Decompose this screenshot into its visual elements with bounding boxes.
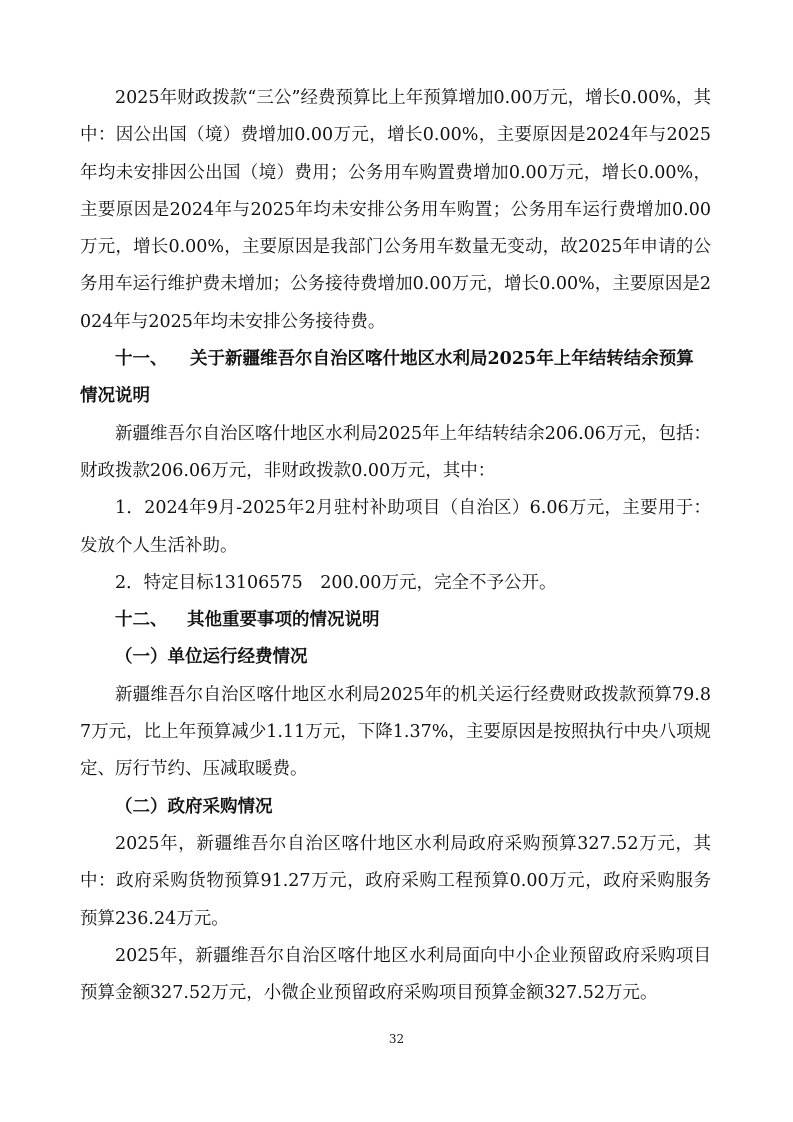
paragraph-three-public-expenses: 2025年财政拨款“三公”经费预算比上年预算增加0.00万元，增长0.00%，其中：因公出国（境）费增加0.00万元，增长0.00%，主要原因是2024年与2025年均未安排因公出国（境）费用；公务用车购置费增加0.00万元，增长0.00%，主要原因是2024年与2025年均未安排公务用车购置；公务用车运行费增加0.00万元，增长0.00%，主要原因是我部门公务用车数量无变动，故2025年申请的公务用车运行维护费未增加；公务接待费增加0.00万元，增长0.00%，主要原因是2024年与2025年均未安排公务接待费。 [80, 88, 711, 332]
section-title-11: 关于新疆维吾尔自治区喀什地区水利局2025年上年结转结余预算情况说明 [80, 349, 694, 407]
subsection-heading-procurement: （二）政府采购情况 [115, 796, 273, 817]
paragraph-operating-expenses: 新疆维吾尔自治区喀什地区水利局2025年的机关运行经费财政拨款预算79.87万元，比上年预算减少1.11万元，下降1.37%，主要原因是按照执行中央八项规定、厉行节约、压减取暖费。 [80, 684, 711, 780]
page-number: 32 [388, 1032, 405, 1046]
paragraph-carryover-item-2: 2．特定目标13106575 200.00万元，完全不予公开。 [115, 572, 557, 593]
section-title-12: 其他重要事项的情况说明 [187, 610, 380, 631]
section-heading-11 [80, 341, 711, 416]
page-content [80, 80, 711, 1012]
section-number-11: 十一、 [115, 349, 168, 370]
paragraph-carryover-item-1: 1．2024年9月-2025年2月驻村补助项目（自治区）6.06万元，主要用于：发放个人生活补助。 [80, 498, 711, 556]
section-number-12: 十二、 [115, 610, 168, 631]
subsection-heading-operating-expenses: （一）单位运行经费情况 [115, 647, 308, 668]
section-heading-12 [80, 602, 711, 639]
paragraph-procurement-budget: 2025年，新疆维吾尔自治区喀什地区水利局政府采购预算327.52万元，其中：政府采购货物预算91.27万元，政府采购工程预算0.00万元，政府采购服务预算236.24万元。 [80, 833, 711, 929]
paragraph-procurement-sme: 2025年，新疆维吾尔自治区喀什地区水利局面向中小企业预留政府采购项目预算金额327.52万元，小微企业预留政府采购项目预算金额327.52万元。 [80, 945, 711, 1004]
paragraph-carryover-summary: 新疆维吾尔自治区喀什地区水利局2025年上年结转结余206.06万元，包括：财政拨款206.06万元，非财政拨款0.00万元，其中： [80, 423, 711, 481]
